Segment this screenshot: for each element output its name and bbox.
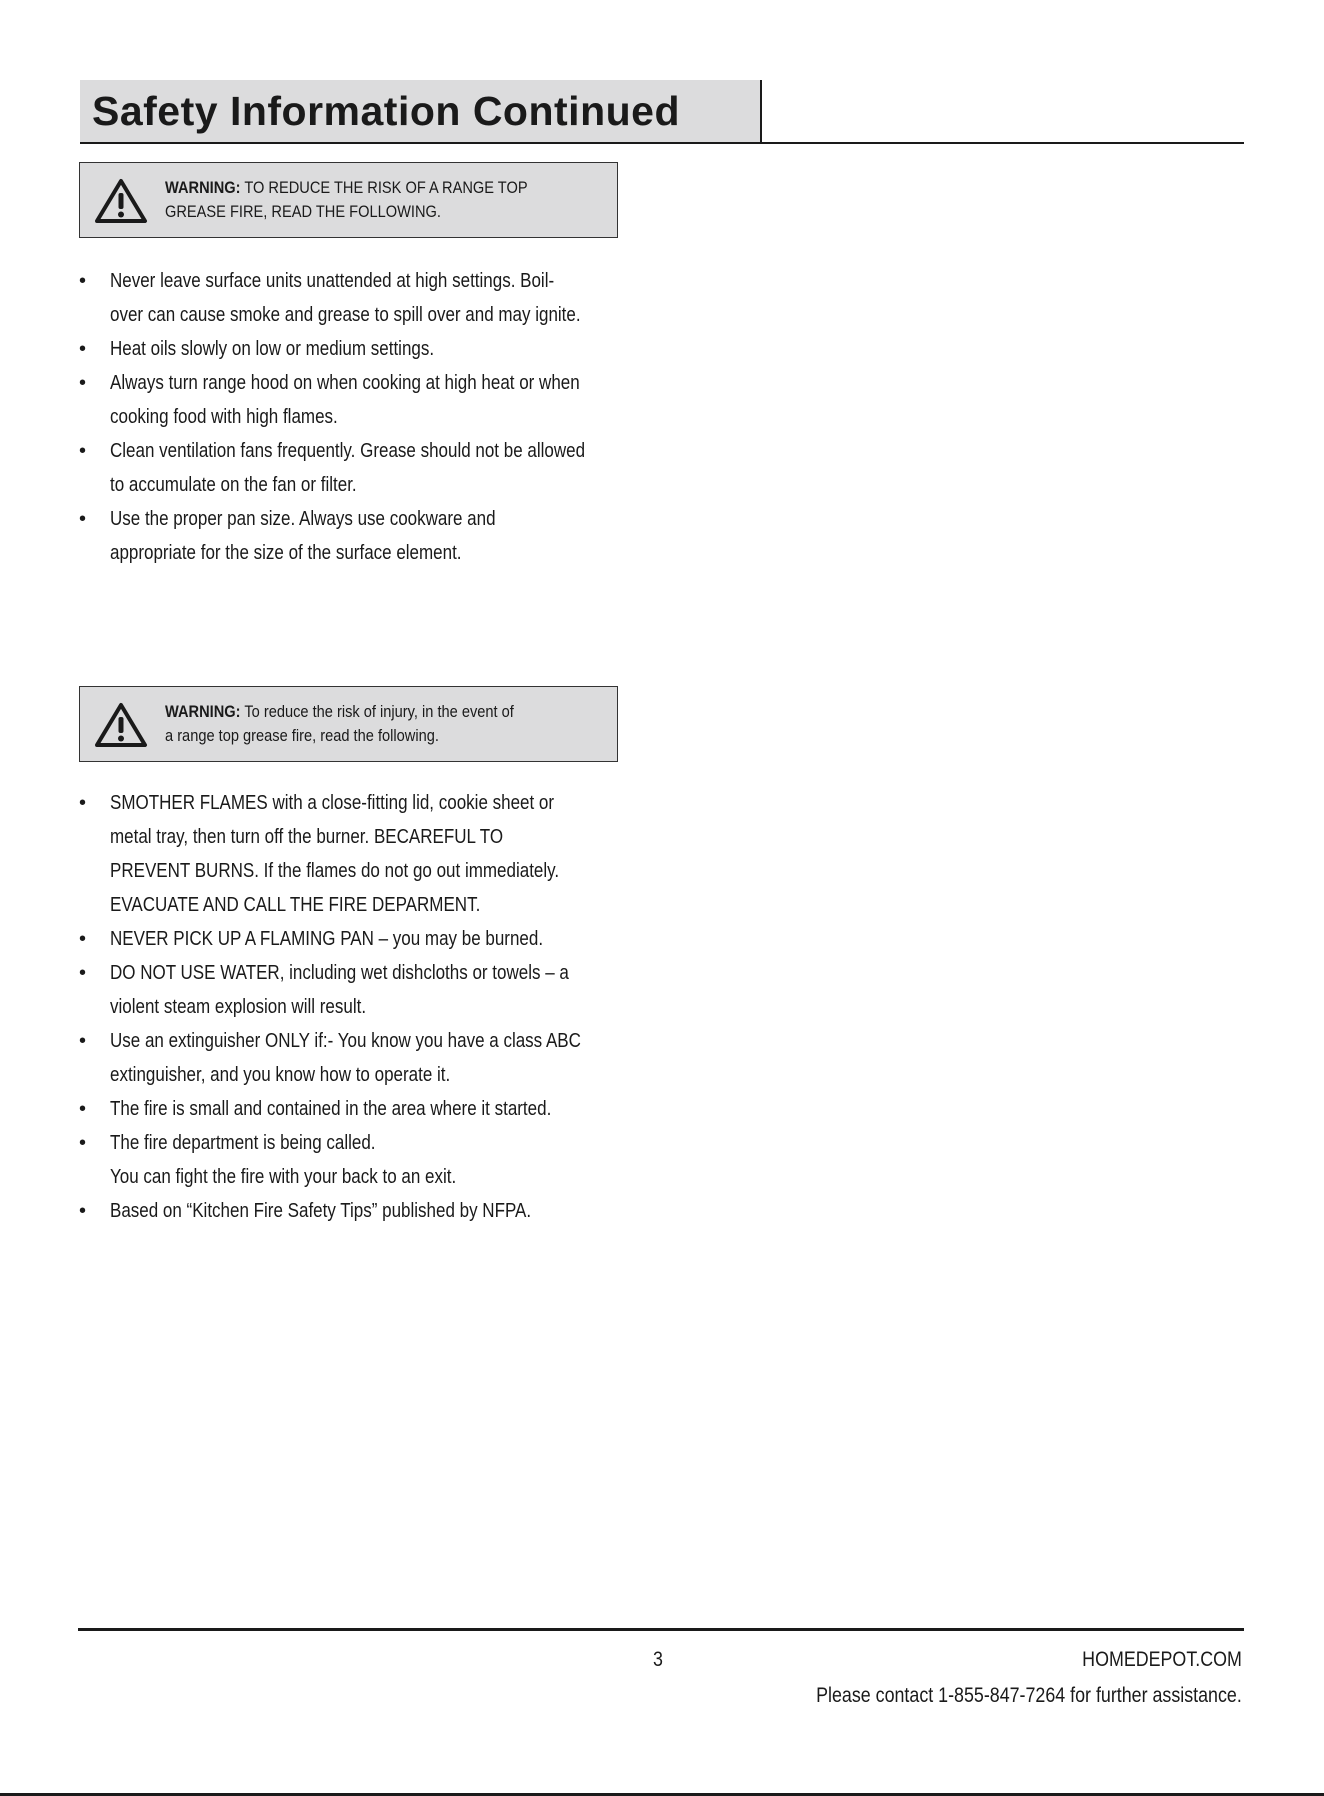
warning-text: [165, 700, 605, 748]
bullet-icon: •: [79, 1030, 87, 1052]
warning-triangle-icon: [93, 701, 149, 749]
warning-triangle-icon: [93, 177, 149, 225]
list-item: [0, 502, 640, 570]
page-header: [80, 80, 762, 142]
bullet-icon: •: [79, 508, 87, 530]
bullet-icon: •: [79, 338, 87, 360]
bullet-icon: •: [79, 372, 87, 394]
list-item: [0, 332, 640, 366]
list-item: [0, 264, 640, 332]
page-title: Safety Information Continued: [92, 88, 680, 134]
list-item-text: Use an extinguisher ONLY if:- You know you have a class ABC extinguisher, and you know how to operate it.: [110, 1030, 581, 1086]
list-item: [0, 434, 640, 502]
list-item-text: The fire department is being called.: [110, 1132, 376, 1154]
warning-text-line2: a range top grease fire, read the following.: [165, 726, 439, 745]
list-item-text: Clean ventilation fans frequently. Grease should not be allowed to accumulate on the fan or filter.: [110, 440, 586, 496]
bullet-icon: •: [79, 270, 87, 292]
list-item: [0, 1092, 640, 1126]
bullet-icon: •: [79, 928, 87, 950]
list-item: [0, 956, 640, 1024]
list-item: [0, 366, 640, 434]
footer-contact-text: Please contact 1-855-847-7264 for further assistance.: [816, 1684, 1242, 1707]
warning-text: [165, 176, 605, 224]
list-item-text: The fire is small and contained in the area where it started.: [110, 1098, 552, 1120]
list-continuation-text: You can fight the fire with your back to an exit.: [110, 1166, 457, 1188]
list-item-text: Use the proper pan size. Always use cookware and appropriate for the size of the surface element.: [110, 508, 496, 564]
list-item: [0, 1194, 640, 1228]
list-item-text: Based on “Kitchen Fire Safety Tips” published by NFPA.: [110, 1200, 532, 1222]
list-item: [0, 922, 640, 956]
warning-text-line1: TO REDUCE THE RISK OF A RANGE TOP: [244, 178, 528, 197]
bullet-icon: •: [79, 1200, 87, 1222]
warning-box-grease-fire: [79, 162, 618, 238]
warning-box-injury: [79, 686, 618, 762]
warning-label: WARNING:: [165, 178, 241, 197]
bullet-icon: •: [79, 440, 87, 462]
grease-fire-prevention-list: [0, 264, 640, 570]
bullet-icon: •: [79, 1098, 87, 1120]
footer-rule: [78, 1628, 1244, 1631]
list-item: [0, 1126, 640, 1194]
grease-fire-response-list: [0, 786, 640, 1228]
list-item-text: Always turn range hood on when cooking at high heat or when cooking food with high flames.: [110, 372, 580, 428]
list-item: [0, 786, 640, 922]
warning-label: WARNING:: [165, 702, 241, 721]
bullet-icon: •: [79, 1132, 87, 1154]
list-item-text: NEVER PICK UP A FLAMING PAN – you may be burned.: [110, 928, 544, 950]
warning-text-line1: To reduce the risk of injury, in the event of: [244, 702, 514, 721]
header-rule: [80, 142, 1244, 144]
list-item-text: DO NOT USE WATER, including wet dishcloths or towels – a violent steam explosion will result.: [110, 962, 569, 1018]
page-number: 3: [653, 1648, 663, 1671]
list-item-text: Never leave surface units unattended at high settings. Boil-over can cause smoke and grease to spill over and may ignite.: [110, 270, 581, 326]
bullet-icon: •: [79, 792, 87, 814]
warning-text-line2: GREASE FIRE, READ THE FOLLOWING.: [165, 202, 441, 221]
footer-site-link: HOMEDEPOT.COM: [1082, 1648, 1242, 1671]
list-item-text: Heat oils slowly on low or medium settings.: [110, 338, 435, 360]
list-item-text: SMOTHER FLAMES with a close-fitting lid, cookie sheet or metal tray, then turn off the burner. BECAREFUL TO PREVENT BURNS. If the flames do not go out immediately. EVACUATE AND CALL THE FIRE DEPARMENT.: [110, 792, 560, 916]
list-item: [0, 1024, 640, 1092]
bullet-icon: •: [79, 962, 87, 984]
